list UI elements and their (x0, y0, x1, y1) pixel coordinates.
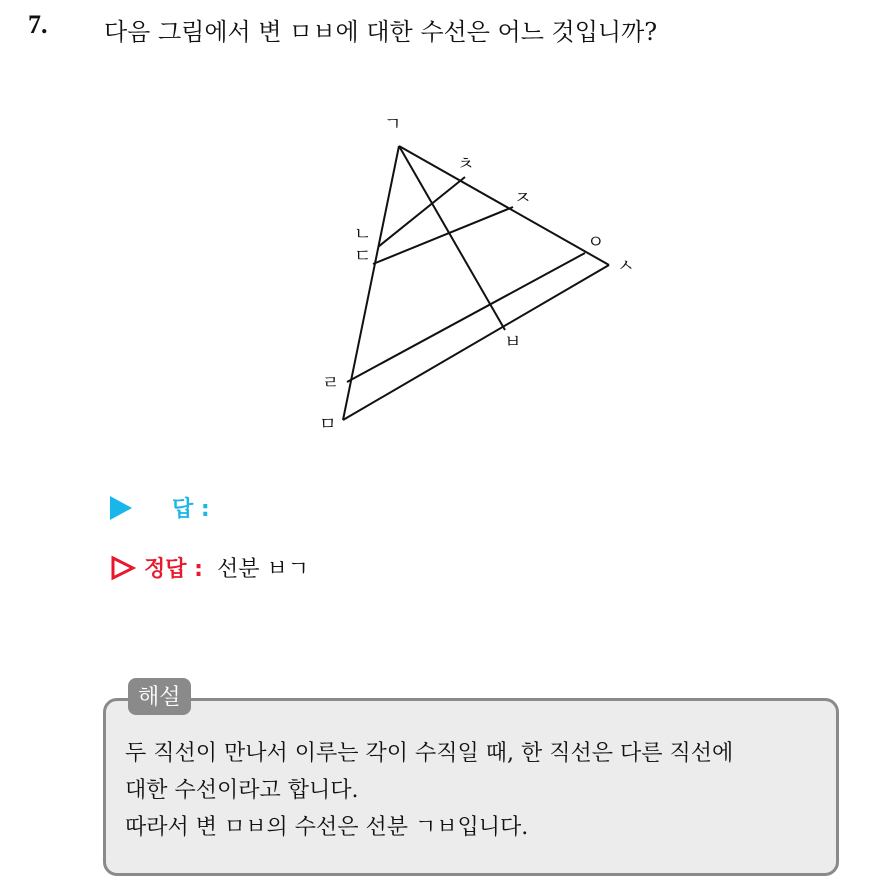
explanation-line: 따라서 변 ㅁㅂ의 수선은 선분 ㄱㅂ입니다. (125, 815, 529, 840)
outline-triangle-icon (110, 555, 136, 581)
correct-answer-label: 정답 : (144, 557, 203, 582)
label-s: ㅅ (617, 256, 635, 277)
segment-g-b (399, 146, 505, 330)
label-d: ㄷ (354, 246, 372, 267)
segment-d-j (373, 207, 513, 264)
explanation-tag: 해설 (128, 678, 191, 715)
label-ng: ㅇ (587, 232, 605, 253)
question-number: 7. (28, 10, 48, 39)
label-r: ㄹ (322, 373, 340, 394)
label-m: ㅁ (319, 414, 337, 435)
explanation-text (125, 735, 835, 846)
segment-m-s (343, 265, 609, 420)
explanation-line: 두 직선이 만나서 이루는 각이 수직일 때, 한 직선은 다른 직선에 (125, 741, 734, 766)
play-triangle-icon (110, 496, 132, 520)
label-g: ㄱ (384, 114, 402, 135)
label-b: ㅂ (504, 332, 522, 353)
question-text: 다음 그림에서 변 ㅁㅂ에 대한 수선은 어느 것입니까? (104, 18, 658, 46)
segment-r-ng (347, 253, 585, 382)
answer-label: 답 : (172, 497, 210, 522)
answer-row (110, 492, 410, 523)
correct-answer-row (110, 552, 309, 583)
explanation-line: 대한 수선이라고 합니다. (125, 778, 359, 803)
label-j: ㅈ (514, 188, 532, 209)
label-ch: ㅊ (457, 154, 475, 175)
correct-answer-value: 선분 ㅂㄱ (216, 557, 309, 582)
label-n: ㄴ (354, 224, 372, 245)
